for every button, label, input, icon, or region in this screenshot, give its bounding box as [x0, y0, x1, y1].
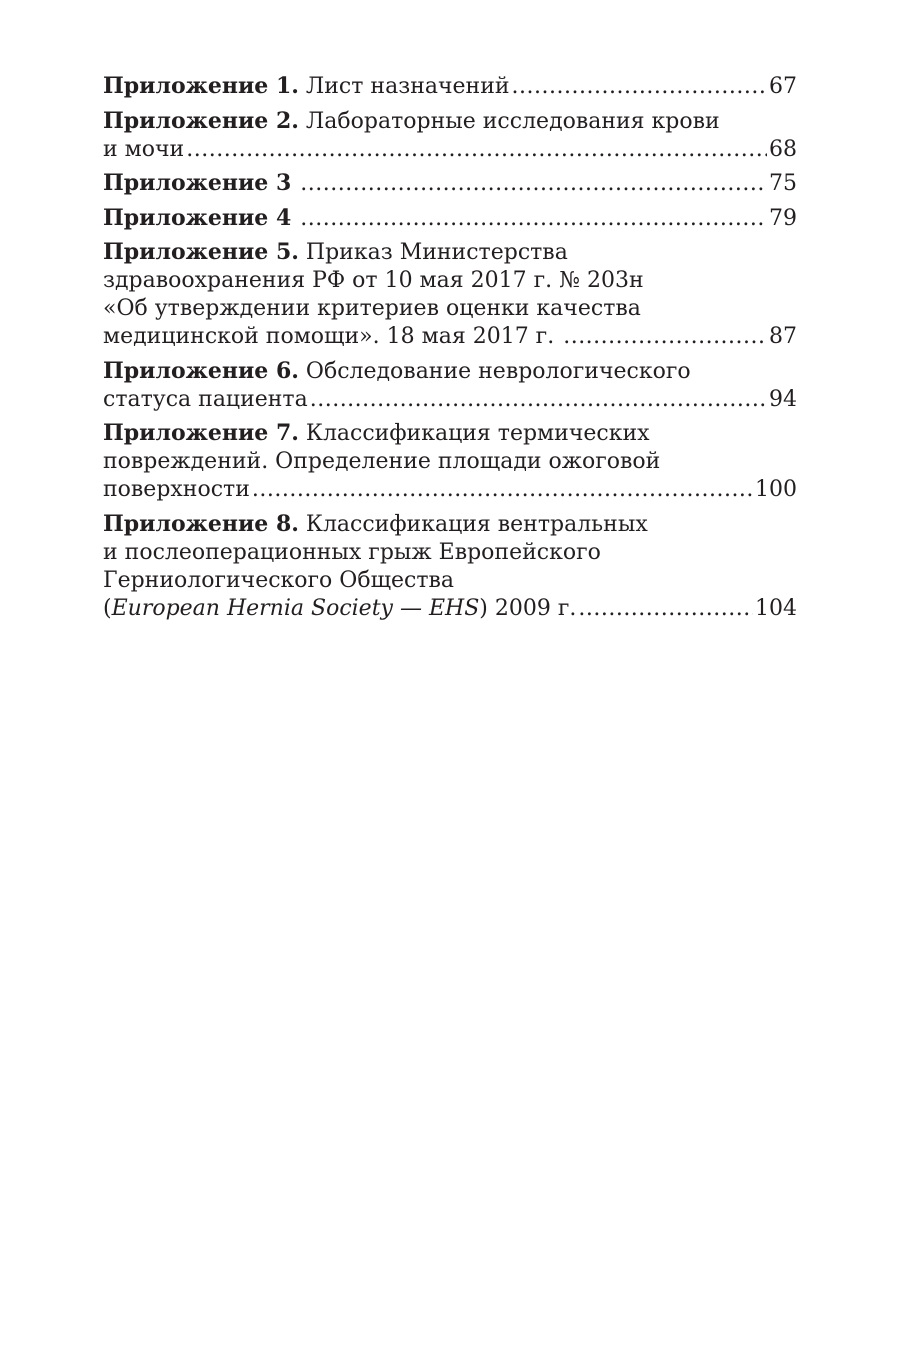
toc-entry-label: Приложение 2. [103, 107, 299, 134]
toc-entry-appendix-8[interactable] [103, 510, 797, 623]
toc-entry-italic-title: European Hernia Society — EHS [111, 595, 480, 621]
toc-entry-line [103, 107, 797, 136]
toc-entry-label: Приложение 8. [103, 510, 299, 537]
toc-entry-last-line [103, 136, 797, 164]
toc-entry-line: и послеоперационных грыж Европейского [103, 539, 601, 565]
toc-entry-title-end: медицинской помощи». 18 мая 2017 г. [103, 324, 562, 349]
toc-entry-appendix-2[interactable] [103, 107, 797, 164]
dot-leader [186, 136, 767, 164]
dot-leader [310, 386, 767, 414]
toc-entry-appendix-7[interactable] [103, 419, 797, 504]
toc-entry-title-end: и мочи [103, 136, 185, 162]
toc-entry-title: Обследование неврологического [298, 358, 691, 384]
toc-entry-line [103, 238, 797, 267]
toc-entry-title-end: статуса пациента [103, 386, 308, 412]
toc-entry-last-line [103, 386, 797, 414]
dot-leader [300, 170, 767, 198]
toc-entry-last-line [103, 72, 797, 101]
toc-entry-line [103, 419, 797, 448]
dot-leader [563, 323, 767, 351]
toc-entry-last-line [103, 323, 797, 351]
toc-entry-line: «Об утверждении критериев оценки качества [103, 296, 641, 321]
toc-entry-page-number: 100 [755, 477, 797, 502]
toc-entry-title: Лабораторные исследования крови [298, 108, 720, 134]
toc-entry-label: Приложение 7. [103, 420, 299, 446]
toc-entry-appendix-5[interactable] [103, 238, 797, 351]
toc-entry-line: Герниологического Общества [103, 567, 455, 593]
toc-entry-appendix-6[interactable] [103, 357, 797, 414]
toc-entry-label: Приложение 6. [103, 357, 299, 384]
toc-entry-label: Приложение 3 [103, 170, 292, 196]
toc-entry-line: повреждений. Определение площади ожоговой [103, 449, 661, 474]
toc-entry-title: Лист назначений [298, 74, 510, 99]
toc-entry-page-number: 68 [769, 136, 797, 162]
toc-entry-title: Классификация вентральных [298, 511, 648, 537]
toc-entry-page-number: 67 [769, 74, 797, 99]
toc-entry-page-number: 104 [755, 595, 797, 621]
table-of-contents [103, 72, 797, 628]
toc-entry-last-line [103, 204, 797, 233]
toc-entry-page-number: 79 [769, 205, 797, 231]
dot-leader [512, 73, 767, 101]
toc-entry-page-number: 94 [769, 386, 797, 412]
toc-entry-line [103, 510, 797, 539]
toc-entry-last-line [103, 476, 797, 504]
toc-entry-line [103, 357, 797, 386]
dot-leader [578, 595, 753, 623]
toc-entry-title: Приказ Министерства [298, 240, 568, 265]
toc-entry-label: Приложение 5. [103, 239, 299, 265]
dot-leader [252, 476, 753, 504]
toc-entry-page-number: 75 [769, 171, 797, 196]
toc-entry-last-line [103, 169, 797, 198]
toc-entry-title-end: поверхности [103, 477, 250, 502]
dot-leader [300, 205, 767, 233]
toc-entry-label: Приложение 4 [103, 204, 292, 231]
toc-entry-label: Приложение 1. [103, 73, 299, 99]
toc-entry-last-line: (European Hernia Society — EHS) 2009 г. ..... 104 [103, 595, 797, 623]
toc-entry-line: здравоохранения РФ от 10 мая 2017 г. № 203н [103, 268, 644, 293]
toc-entry-appendix-4[interactable] [103, 204, 797, 233]
toc-entry-title: Классификация термических [298, 421, 650, 446]
toc-entry-appendix-1[interactable] [103, 72, 797, 101]
toc-entry-page-number: 87 [769, 324, 797, 349]
toc-entry-appendix-3[interactable] [103, 169, 797, 198]
